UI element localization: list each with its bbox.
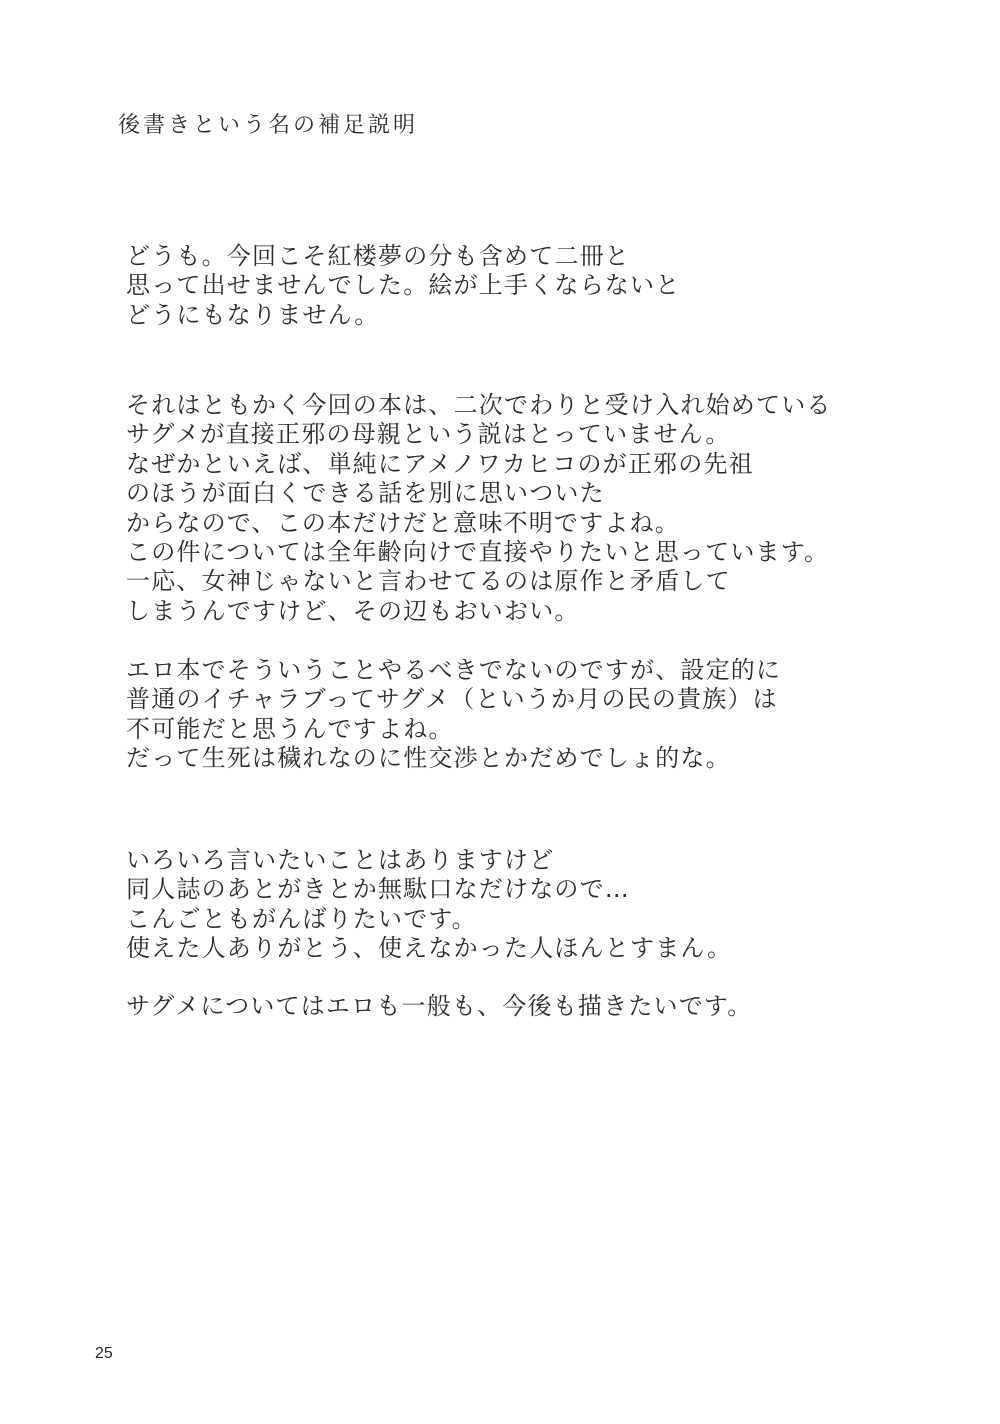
text-line: どうにもなりません。: [126, 300, 380, 329]
paragraph-thanks: [126, 846, 886, 964]
text-line: 一応、女神じゃないと言わせてるのは原作と矛盾して: [126, 567, 731, 596]
text-line: 同人誌のあとがきとか無駄口なだけなので…: [126, 875, 630, 904]
text-line: どうも。今回こそ紅楼夢の分も含めて二冊と: [126, 242, 630, 270]
text-line: サグメが直接正邪の母親という説はとっていません。: [126, 420, 731, 449]
text-line: この件については全年齢向けで直接やりたいと思っています。: [126, 538, 830, 567]
text-line: からなので、この本だけだと意味不明ですよね。: [126, 508, 680, 537]
paragraph-story-note: [126, 391, 886, 626]
text-line: エロ本でそういうことやるべきでないのですが、設定的に: [126, 656, 782, 684]
text-line: 使えた人ありがとう、使えなかった人ほんとすまん。: [126, 934, 733, 963]
page-number: 25: [95, 1345, 113, 1362]
text-line: 普通のイチャラブってサグメ（というか月の民の貴族）は: [126, 685, 778, 714]
text-line: なぜかといえば、単純にアメノワカヒコのが正邪の先祖: [126, 449, 754, 478]
text-line: それはともかく今回の本は、二次でわりと受け入れ始めている: [126, 391, 832, 419]
afterword-title: 後書きという名の補足説明: [118, 113, 419, 138]
paragraph-setting-note: [126, 656, 886, 774]
text-line: サグメについてはエロも一般も、今後も描きたいです。: [126, 992, 753, 1020]
text-line: のほうが面白くできる話を別に思いついた: [126, 479, 605, 508]
text-line: 思って出せませんでした。絵が上手くならないと: [126, 271, 681, 300]
text-line: いろいろ言いたいことはありますけど: [126, 846, 555, 874]
text-line: こんごともがんばりたいです。: [126, 904, 477, 933]
text-line: 不可能だと思うんですよね。: [126, 714, 454, 743]
text-line: しまうんですけど、その辺もおいおい。: [126, 596, 580, 625]
text-line: だって生死は穢れなのに性交渉とかだめでしょ的な。: [126, 744, 731, 773]
paragraph-greeting: [126, 242, 886, 330]
paragraph-closing: [126, 992, 886, 1021]
